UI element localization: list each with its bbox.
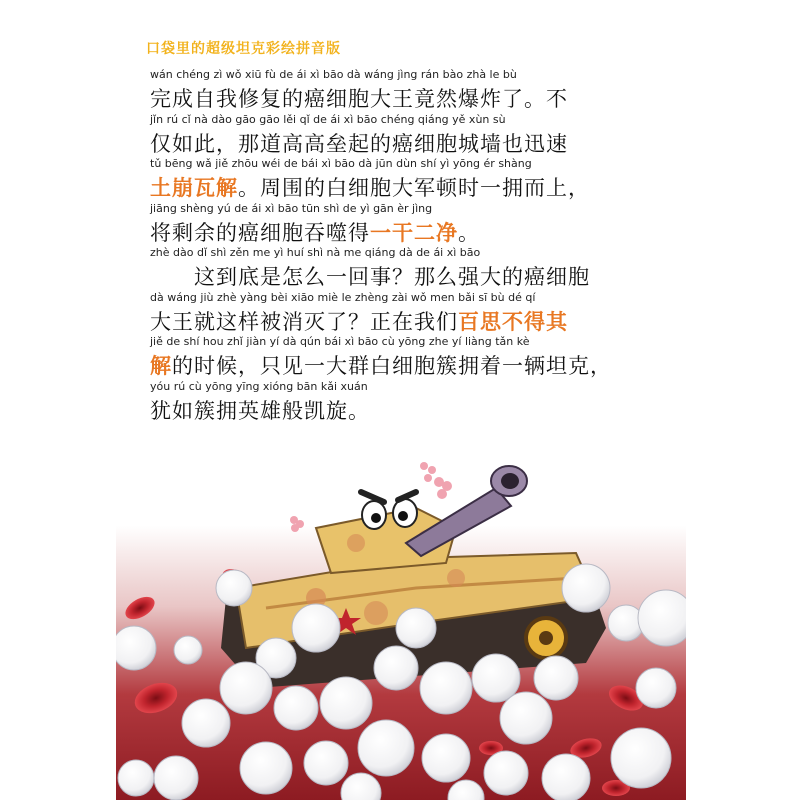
- hanzi-text: 这到底是怎么一回事？那么强大的癌细胞: [150, 265, 590, 289]
- pinyin-row: zhè dào dǐ shì zěn me yì huí shì nà me qiáng dà de ái xì bāo: [150, 246, 481, 259]
- pinyin-row: jiě de shí hou zhǐ jiàn yí dà qún bái xì bāo cù yōng zhe yí liàng tǎn kè: [150, 335, 530, 348]
- hanzi-row: [150, 306, 568, 336]
- text-line: [150, 246, 620, 292]
- text-line: [150, 291, 620, 337]
- hanzi-row: [150, 350, 612, 380]
- text-line: [150, 380, 620, 426]
- pinyin-row: tǔ bēng wǎ jiě zhōu wéi de bái xì bāo dà jūn dùn shí yì yōng ér shàng: [150, 157, 532, 170]
- text-line: [150, 68, 620, 114]
- text-line: [150, 202, 620, 248]
- hanzi-text: 。: [458, 220, 480, 245]
- idiom-highlight: 一干二净: [370, 219, 458, 245]
- pinyin-row: wán chéng zì wǒ xiū fù de ái xì bāo dà wáng jìng rán bào zhà le bù: [150, 68, 517, 81]
- hanzi-row: [150, 172, 590, 202]
- hanzi-text: 犹如簇拥英雄般凯旋。: [150, 398, 370, 423]
- pinyin-row: jǐn rú cǐ nà dào gāo gāo lěi qǐ de ái xì bāo chéng qiáng yě xùn sù: [150, 112, 506, 126]
- idiom-highlight: 土崩瓦解: [150, 175, 238, 200]
- hanzi-text: 仅如此，那道高高垒起的癌细胞城墙也迅速: [150, 131, 568, 156]
- hanzi-text: 完成自我修复的癌细胞大王竟然爆炸了。不: [150, 87, 568, 111]
- hanzi-row: [150, 128, 568, 158]
- pinyin-row: yóu rú cù yōng yīng xióng bān kǎi xuán: [150, 379, 368, 393]
- hanzi-text: 。周围的白细胞大军顿时一拥而上，: [238, 176, 590, 200]
- text-line: [150, 335, 620, 381]
- idiom-highlight: 解: [150, 353, 172, 378]
- hanzi-row: [150, 395, 370, 425]
- hanzi-row: [150, 83, 568, 113]
- hanzi-text: 将剩余的癌细胞吞噬得: [150, 220, 370, 245]
- text-line: [150, 157, 620, 203]
- hanzi-row: [150, 261, 590, 291]
- tank-illustration: [116, 448, 686, 800]
- hanzi-text: 的时候，只见一大群白细胞簇拥着一辆坦克，: [172, 354, 612, 378]
- book-title: 口袋里的超级坦克彩绘拼音版: [146, 41, 341, 57]
- pinyin-row: jiāng shèng yú de ái xì bāo tūn shì de yì gān èr jìng: [150, 201, 433, 215]
- pinyin-row: dà wáng jiù zhè yàng bèi xiāo miè le zhèng zài wǒ men bǎi sī bù dé qí: [150, 290, 536, 304]
- hanzi-text: 大王就这样被消灭了？正在我们: [150, 309, 458, 334]
- text-line: [150, 113, 620, 159]
- hanzi-row: [150, 217, 480, 247]
- idiom-highlight: 百思不得其: [458, 308, 568, 334]
